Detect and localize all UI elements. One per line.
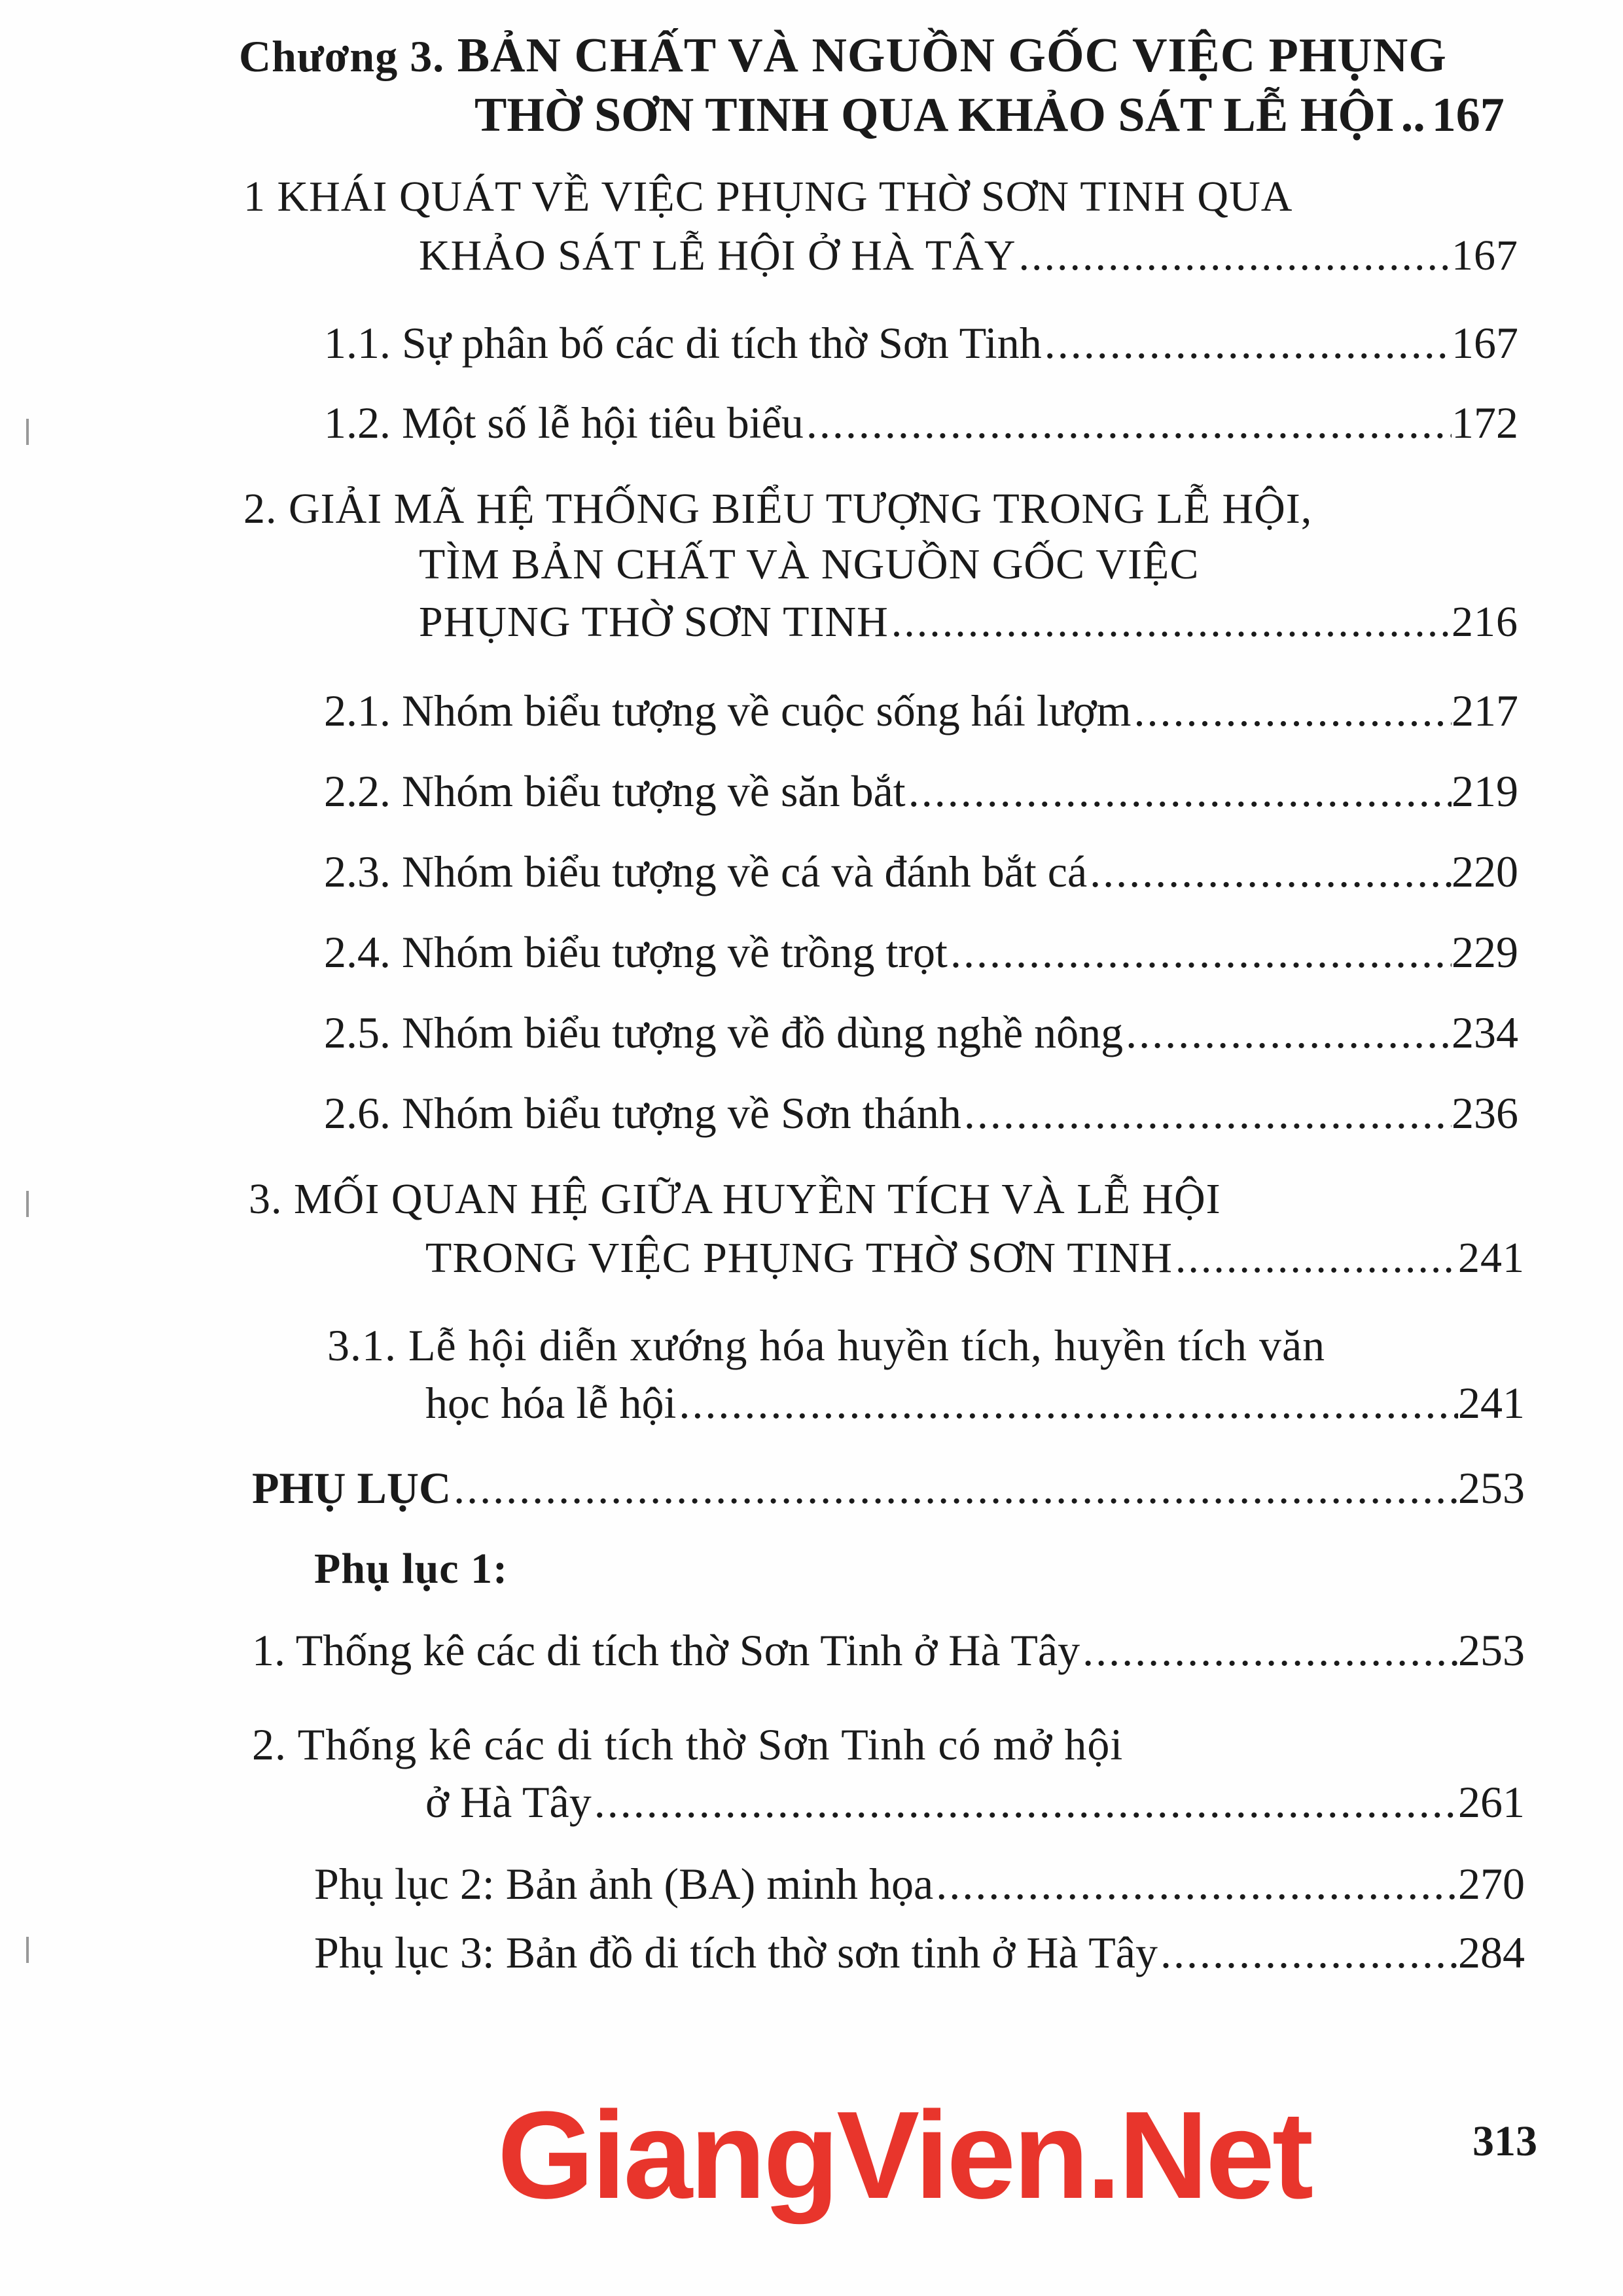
section-2-title-line3: PHỤNG THỜ SƠN TINH	[419, 598, 889, 646]
section-1-title-line1: 1 KHÁI QUÁT VỀ VIỆC PHỤNG THỜ SƠN TINH QUA	[243, 173, 1293, 221]
chapter-dots: ..	[1400, 88, 1425, 142]
entry-page: 284	[1458, 1928, 1525, 1977]
leader-dots	[1080, 1628, 1458, 1672]
leader-dots	[933, 1862, 1458, 1906]
leader-dots	[906, 769, 1452, 813]
entry-page: 261	[1458, 1777, 1525, 1827]
leader-dots	[1123, 1010, 1452, 1055]
chapter-title-line1: BẢN CHẤT VÀ NGUỒN GỐC VIỆC PHỤNG	[457, 29, 1447, 82]
section-2-title-line1: 2. GIẢI MÃ HỆ THỐNG BIỂU TƯỢNG TRONG LỄ HỘI,	[243, 485, 1313, 533]
leader-dots	[676, 1381, 1458, 1425]
appendix-1-2-line2: ở Hà Tây	[425, 1777, 592, 1827]
scan-mark	[26, 1937, 29, 1963]
toc-entry-appendix-1-1[interactable]	[252, 1625, 1525, 1675]
entry-title: 2.3. Nhóm biểu tượng về cá và đánh bắt cá	[324, 847, 1088, 896]
toc-entry-appendix-1-2[interactable]	[425, 1777, 1525, 1827]
section-3-title-line2: TRONG VIỆC PHỤNG THỜ SƠN TINH	[425, 1234, 1173, 1282]
entry-page: 172	[1452, 398, 1518, 448]
chapter-title-line2: THỜ SƠN TINH QUA KHẢO SÁT LỄ HỘI	[474, 88, 1395, 142]
toc-entry-section-3[interactable]	[425, 1234, 1525, 1282]
watermark: GiangVien.Net	[497, 2086, 1311, 2225]
entry-title: Phụ lục 3: Bản đồ di tích thờ sơn tinh ở Hà Tây	[314, 1928, 1158, 1977]
leader-dots	[451, 1466, 1458, 1510]
page-number: 313	[1472, 2117, 1537, 2165]
toc-entry-2-3[interactable]	[324, 849, 1518, 894]
entry-title: 2.4. Nhóm biểu tượng về trồng trọt	[324, 927, 948, 977]
section-3-title-line1: 3. MỐI QUAN HỆ GIỮA HUYỀN TÍCH VÀ LỄ HỘI	[249, 1175, 1221, 1223]
entry-title: 1. Thống kê các di tích thờ Sơn Tinh ở Hà Tây	[252, 1625, 1080, 1675]
entry-page: 236	[1452, 1088, 1518, 1138]
leader-dots	[1158, 1930, 1458, 1975]
chapter-page: 167	[1431, 88, 1505, 142]
entry-page: 241	[1458, 1378, 1525, 1428]
section-1-title-line2: KHẢO SÁT LỄ HỘI Ở HÀ TÂY	[419, 232, 1016, 279]
appendix-1-2-line1: 2. Thống kê các di tích thờ Sơn Tinh có mở hội	[252, 1720, 1124, 1769]
toc-entry-2-4[interactable]	[324, 927, 1518, 977]
entry-title: Phụ lục 2: Bản ảnh (BA) minh họa	[314, 1859, 934, 1909]
leader-dots	[948, 930, 1452, 974]
leader-dots	[961, 1091, 1452, 1135]
appendix-page: 253	[1458, 1463, 1525, 1513]
entry-page: 220	[1452, 847, 1518, 896]
appendix-title: PHỤ LỤC	[252, 1463, 452, 1513]
leader-dots	[804, 400, 1452, 445]
section-2-title-line2: TÌM BẢN CHẤT VÀ NGUỒN GỐC VIỆC	[419, 540, 1200, 588]
toc-entry-section-2[interactable]	[419, 598, 1518, 646]
section-2-page: 216	[1452, 598, 1518, 646]
leader-dots	[1087, 849, 1452, 894]
entry-3-1-line1: 3.1. Lễ hội diễn xướng hóa huyền tích, huyền tích văn	[327, 1320, 1326, 1370]
entry-title: 1.1. Sự phân bố các di tích thờ Sơn Tinh	[324, 318, 1042, 368]
leader-dots	[1173, 1237, 1458, 1280]
toc-entry-2-2[interactable]	[324, 766, 1518, 816]
entry-title: 1.2. Một số lễ hội tiêu biểu	[324, 398, 804, 448]
section-1-page: 167	[1452, 232, 1518, 279]
toc-entry-3-1[interactable]	[425, 1378, 1525, 1428]
appendix-1-heading: Phụ lục 1:	[314, 1545, 508, 1593]
toc-entry-appendix-2[interactable]	[314, 1859, 1525, 1909]
leader-dots	[889, 601, 1452, 644]
toc-entry-appendix[interactable]	[252, 1463, 1525, 1513]
toc-entry-1-1[interactable]	[324, 318, 1518, 368]
entry-page: 217	[1452, 686, 1518, 735]
entry-3-1-line2: học hóa lễ hội	[425, 1378, 677, 1428]
entry-page: 167	[1452, 318, 1518, 368]
toc-entry-2-5[interactable]	[324, 1010, 1518, 1055]
entry-page: 219	[1452, 766, 1518, 816]
leader-dots	[592, 1780, 1458, 1824]
toc-entry-section-1[interactable]	[419, 234, 1518, 277]
leader-dots	[1042, 321, 1452, 365]
entry-title: 2.6. Nhóm biểu tượng về Sơn thánh	[324, 1088, 961, 1138]
entry-title: 2.5. Nhóm biểu tượng về đồ dùng nghề nông	[324, 1008, 1124, 1057]
entry-title: 2.2. Nhóm biểu tượng về săn bắt	[324, 766, 906, 816]
section-3-page: 241	[1458, 1234, 1525, 1282]
toc-entry-2-6[interactable]	[324, 1088, 1518, 1138]
entry-title: 2.1. Nhóm biểu tượng về cuộc sống hái lượm	[324, 686, 1132, 735]
toc-entry-appendix-3[interactable]	[314, 1930, 1525, 1975]
entry-page: 253	[1458, 1625, 1525, 1675]
leader-dots	[1131, 688, 1452, 733]
chapter-prefix: Chương 3.	[239, 31, 445, 81]
toc-entry-1-2[interactable]	[324, 398, 1518, 448]
toc-entry-2-1[interactable]	[324, 688, 1518, 733]
leader-dots	[1016, 234, 1452, 277]
entry-page: 229	[1452, 927, 1518, 977]
chapter-heading	[239, 26, 1535, 145]
entry-page: 270	[1458, 1859, 1525, 1909]
entry-page: 234	[1452, 1008, 1518, 1057]
scan-mark	[26, 419, 29, 445]
scan-mark	[26, 1191, 29, 1217]
